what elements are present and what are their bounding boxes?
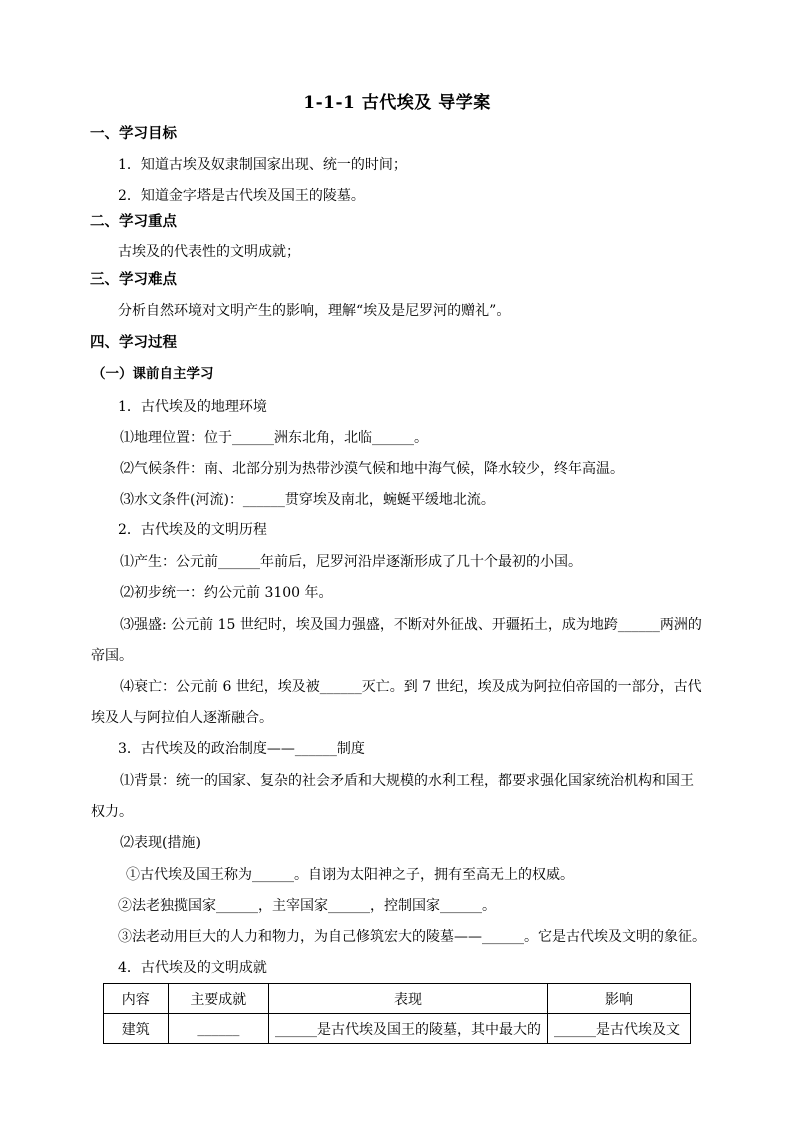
goals-heading: 一、学习目标 [90,126,177,142]
politics-measure-1: ①古代埃及国王称为______。自诩为太阳神之子，拥有至高无上的权威。 [126,867,574,883]
table-cell: 建筑 [104,1014,169,1044]
process-heading: 四、学习过程 [90,335,177,351]
history-peak-line-2: 帝国。 [91,648,133,664]
politics-background-line-1: ⑴背景：统一的国家、复杂的社会矛盾和大规模的水利工程，都要求强化国家统治机构和国王 [120,773,694,789]
table-cell: ______是古代埃及文 [548,1014,691,1044]
table-header-cell: 表现 [269,984,548,1014]
politics-background-line-2: 权力。 [91,804,133,820]
page-title: 1-1-1 古代埃及 导学案 [303,93,491,113]
history-decline-line-2: 埃及人与阿拉伯人逐渐融合。 [91,710,273,726]
history-origin: ⑴产生：公元前______年前后，尼罗河沿岸逐渐形成了几十个最初的小国。 [120,554,582,570]
history-unify: ⑵初步统一：约公元前 3100 年。 [120,585,333,601]
table-cell: ______是古代埃及国王的陵墓，其中最大的 [269,1014,548,1044]
achievements-heading: 4．古代埃及的文明成就 [118,960,267,976]
table-header-cell: 影响 [548,984,691,1014]
politics-measure-3: ③法老动用巨大的人力和物力，为自己修筑宏大的陵墓——______。它是古代埃及文明的象征。 [118,929,706,945]
key-text: 古埃及的代表性的文明成就； [118,244,300,260]
key-heading: 二、学习重点 [90,214,177,230]
table-header-cell: 内容 [104,984,169,1014]
difficulty-heading: 三、学习难点 [90,272,177,288]
geo-heading: 1．古代埃及的地理环境 [118,399,267,415]
geo-hydrology: ⑶水文条件(河流)：______贯穿埃及南北，蜿蜒平缓地北流。 [120,492,495,508]
politics-heading: 3．古代埃及的政治制度——______制度 [118,741,365,757]
achievements-table [103,983,691,1044]
history-heading: 2．古代埃及的文明历程 [118,522,267,538]
politics-measures: ⑵表现(措施) [120,835,201,851]
table-row [104,1014,691,1044]
table-header-row [104,984,691,1014]
geo-climate: ⑵气候条件：南、北部分别为热带沙漠气候和地中海气候，降水较少，终年高温。 [120,461,624,477]
geo-location: ⑴地理位置：位于______洲东北角，北临______。 [120,430,428,446]
goal-2: 2．知道金字塔是古代埃及国王的陵墓。 [118,188,365,204]
history-peak-line-1: ⑶强盛: 公元前 15 世纪时，埃及国力强盛，不断对外征战、开疆拓土，成为地跨______两洲的 [120,617,702,633]
self-study-heading: （一）课前自主学习 [92,366,214,382]
politics-measure-2: ②法老独揽国家______，主宰国家______，控制国家______。 [118,898,496,914]
goal-1: 1．知道古埃及奴隶制国家出现、统一的时间； [118,157,407,173]
history-decline-line-1: ⑷衰亡：公元前 6 世纪，埃及被______灭亡。到 7 世纪，埃及成为阿拉伯帝国的一部分，古代 [120,679,702,695]
table-cell: ______ [168,1014,268,1044]
table-header-cell: 主要成就 [168,984,268,1014]
difficulty-text: 分析自然环境对文明产生的影响，理解“埃及是尼罗河的赠礼”。 [118,303,511,319]
